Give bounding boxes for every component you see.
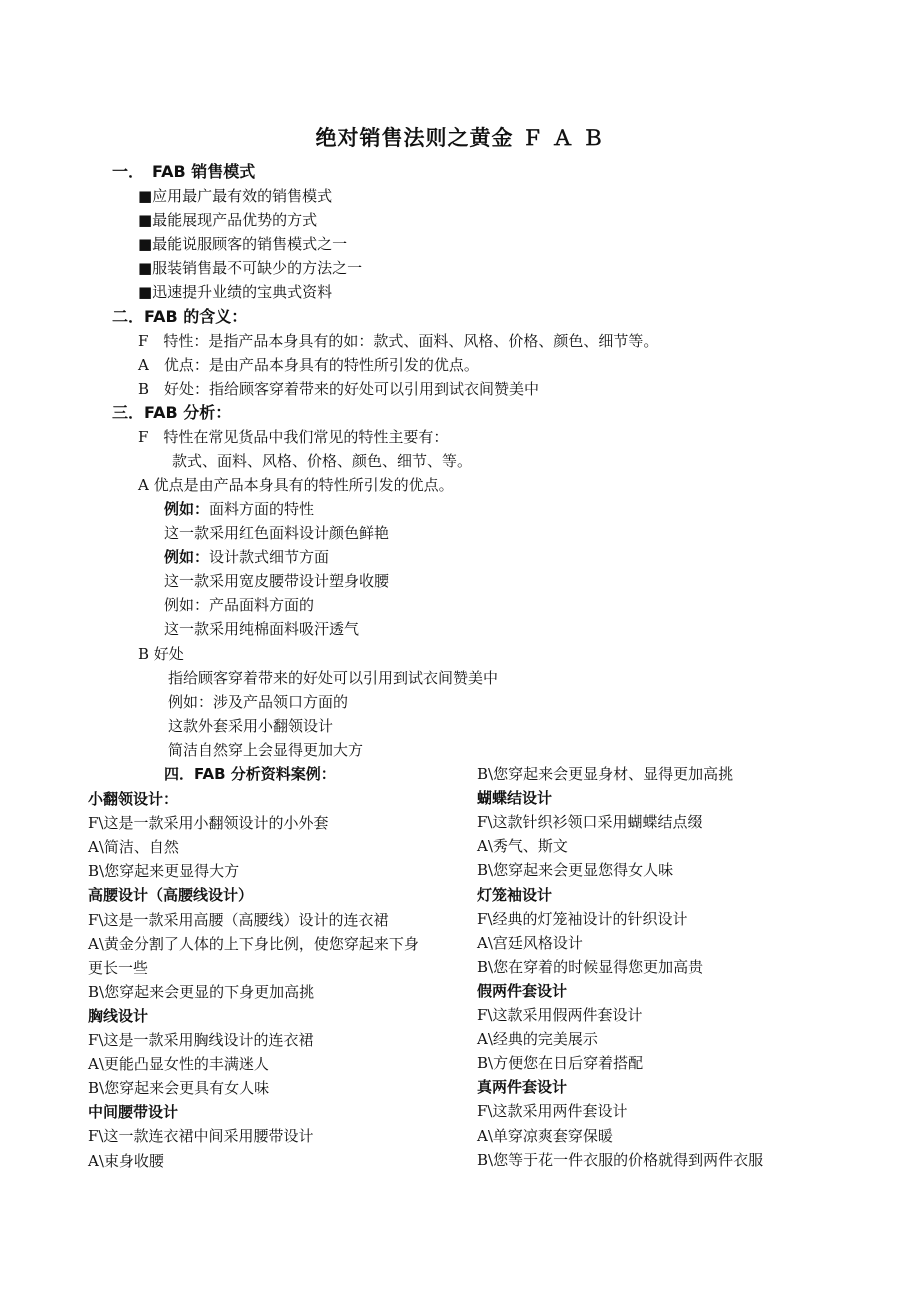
case-heading: 胸线设计 bbox=[88, 1006, 149, 1025]
analysis-f-detail: 款式、面料、风格、价格、颜色、细节、等。 bbox=[172, 452, 473, 470]
case-line: A\束身收腰 bbox=[88, 1151, 164, 1170]
example-3: 例如：产品面料方面的 bbox=[164, 596, 315, 614]
case-line: F\这款采用假两件套设计 bbox=[477, 1006, 643, 1024]
example-label: 例如： bbox=[164, 548, 210, 566]
case-line: B\您穿起来会更显您得女人味 bbox=[477, 861, 674, 880]
example-label: 例如： bbox=[164, 500, 210, 518]
example-2 bbox=[164, 545, 329, 569]
case-line: A\单穿凉爽套穿保暖 bbox=[477, 1126, 613, 1145]
case-line: F\这是一款采用小翻领设计的小外套 bbox=[88, 814, 329, 833]
bullet-item: ■应用最广最有效的销售模式 bbox=[138, 187, 333, 205]
bullet-item: ■服装销售最不可缺少的方法之一 bbox=[138, 259, 363, 277]
section-2-heading: 二．FAB 的含义： bbox=[112, 307, 248, 326]
case-heading: 真两件套设计 bbox=[477, 1078, 568, 1097]
analysis-f: F 特性在常见货品中我们常见的特性主要有： bbox=[138, 428, 449, 446]
analysis-b-example-line: 这款外套采用小翻领设计 bbox=[168, 717, 334, 735]
case-line: F\这款采用两件套设计 bbox=[477, 1102, 628, 1121]
case-line: F\这一款连衣裙中间采用腰带设计 bbox=[88, 1127, 314, 1146]
case-line: A\黄金分割了人体的上下身比例，使您穿起来下身 bbox=[88, 934, 419, 953]
example-text: 面料方面的特性 bbox=[209, 500, 315, 518]
case-line: A\宫廷风格设计 bbox=[477, 933, 583, 952]
definition-a: A 优点：是由产品本身具有的特性所引发的优点。 bbox=[138, 356, 479, 374]
case-line: F\这是一款采用胸线设计的连衣裙 bbox=[88, 1031, 314, 1049]
case-line: B\方便您在日后穿着搭配 bbox=[477, 1054, 644, 1073]
example-2-line: 这一款采用宽皮腰带设计塑身收腰 bbox=[164, 572, 390, 590]
case-line: A\更能凸显女性的丰满迷人 bbox=[88, 1055, 269, 1074]
section-3-heading: 三．FAB 分析： bbox=[112, 403, 232, 422]
case-line: B\您等于花一件衣服的价格就得到两件衣服 bbox=[477, 1150, 764, 1169]
bullet-item: ■最能说服顾客的销售模式之一 bbox=[138, 235, 348, 253]
case-heading: 灯笼袖设计 bbox=[477, 885, 553, 904]
definition-b: B 好处：指给顾客穿着带来的好处可以引用到试衣间赞美中 bbox=[138, 380, 540, 398]
case-heading: 小翻领设计： bbox=[88, 790, 179, 808]
case-line: B\您穿起来会更具有女人味 bbox=[88, 1079, 270, 1098]
case-line: B\您穿起来更显得大方 bbox=[88, 862, 240, 881]
case-line: B\您穿起来会更显身材、显得更加高挑 bbox=[477, 765, 734, 783]
case-heading: 假两件套设计 bbox=[477, 981, 568, 1000]
analysis-b: B 好处 bbox=[138, 645, 184, 663]
case-line: B\您在穿着的时候显得您更加高贵 bbox=[477, 957, 704, 976]
case-line: A\秀气、斯文 bbox=[477, 837, 568, 856]
example-3-line: 这一款采用纯棉面料吸汗透气 bbox=[164, 620, 360, 638]
case-line: F\经典的灯笼袖设计的针织设计 bbox=[477, 909, 688, 928]
bullet-item: ■迅速提升业绩的宝典式资料 bbox=[138, 283, 333, 301]
analysis-b-example: 例如：涉及产品领口方面的 bbox=[168, 693, 349, 711]
case-line: 更长一些 bbox=[88, 958, 149, 977]
definition-f: F 特性：是指产品本身具有的如：款式、面料、风格、价格、颜色、细节等。 bbox=[138, 332, 659, 350]
case-heading: 高腰设计（高腰线设计） bbox=[88, 886, 254, 905]
example-1-line: 这一款采用红色面料设计颜色鲜艳 bbox=[164, 524, 390, 542]
case-line: A\经典的完美展示 bbox=[477, 1030, 598, 1049]
analysis-b-detail: 指给顾客穿着带来的好处可以引用到试衣间赞美中 bbox=[168, 669, 499, 687]
case-line: F\这是一款采用高腰（高腰线）设计的连衣裙 bbox=[88, 910, 389, 929]
case-line: A\简洁、自然 bbox=[88, 838, 179, 857]
section-1-heading: 一． FAB 销售模式 bbox=[112, 162, 256, 181]
section-4-heading: 四．FAB 分析资料案例： bbox=[164, 765, 336, 783]
case-line: F\这款针织衫领口采用蝴蝶结点缀 bbox=[477, 813, 703, 832]
case-heading: 蝴蝶结设计 bbox=[477, 789, 553, 808]
example-text: 设计款式细节方面 bbox=[209, 548, 330, 566]
example-1 bbox=[164, 497, 314, 521]
analysis-a: A 优点是由产品本身具有的特性所引发的优点。 bbox=[138, 476, 454, 494]
page-title: 绝对销售法则之黄金 Ｆ Ａ Ｂ bbox=[315, 125, 605, 150]
analysis-b-example-line: 简洁自然穿上会显得更加大方 bbox=[168, 741, 364, 759]
case-line: B\您穿起来会更显的下身更加高挑 bbox=[88, 982, 315, 1001]
bullet-item: ■最能展现产品优势的方式 bbox=[138, 211, 318, 229]
case-heading: 中间腰带设计 bbox=[88, 1103, 179, 1122]
